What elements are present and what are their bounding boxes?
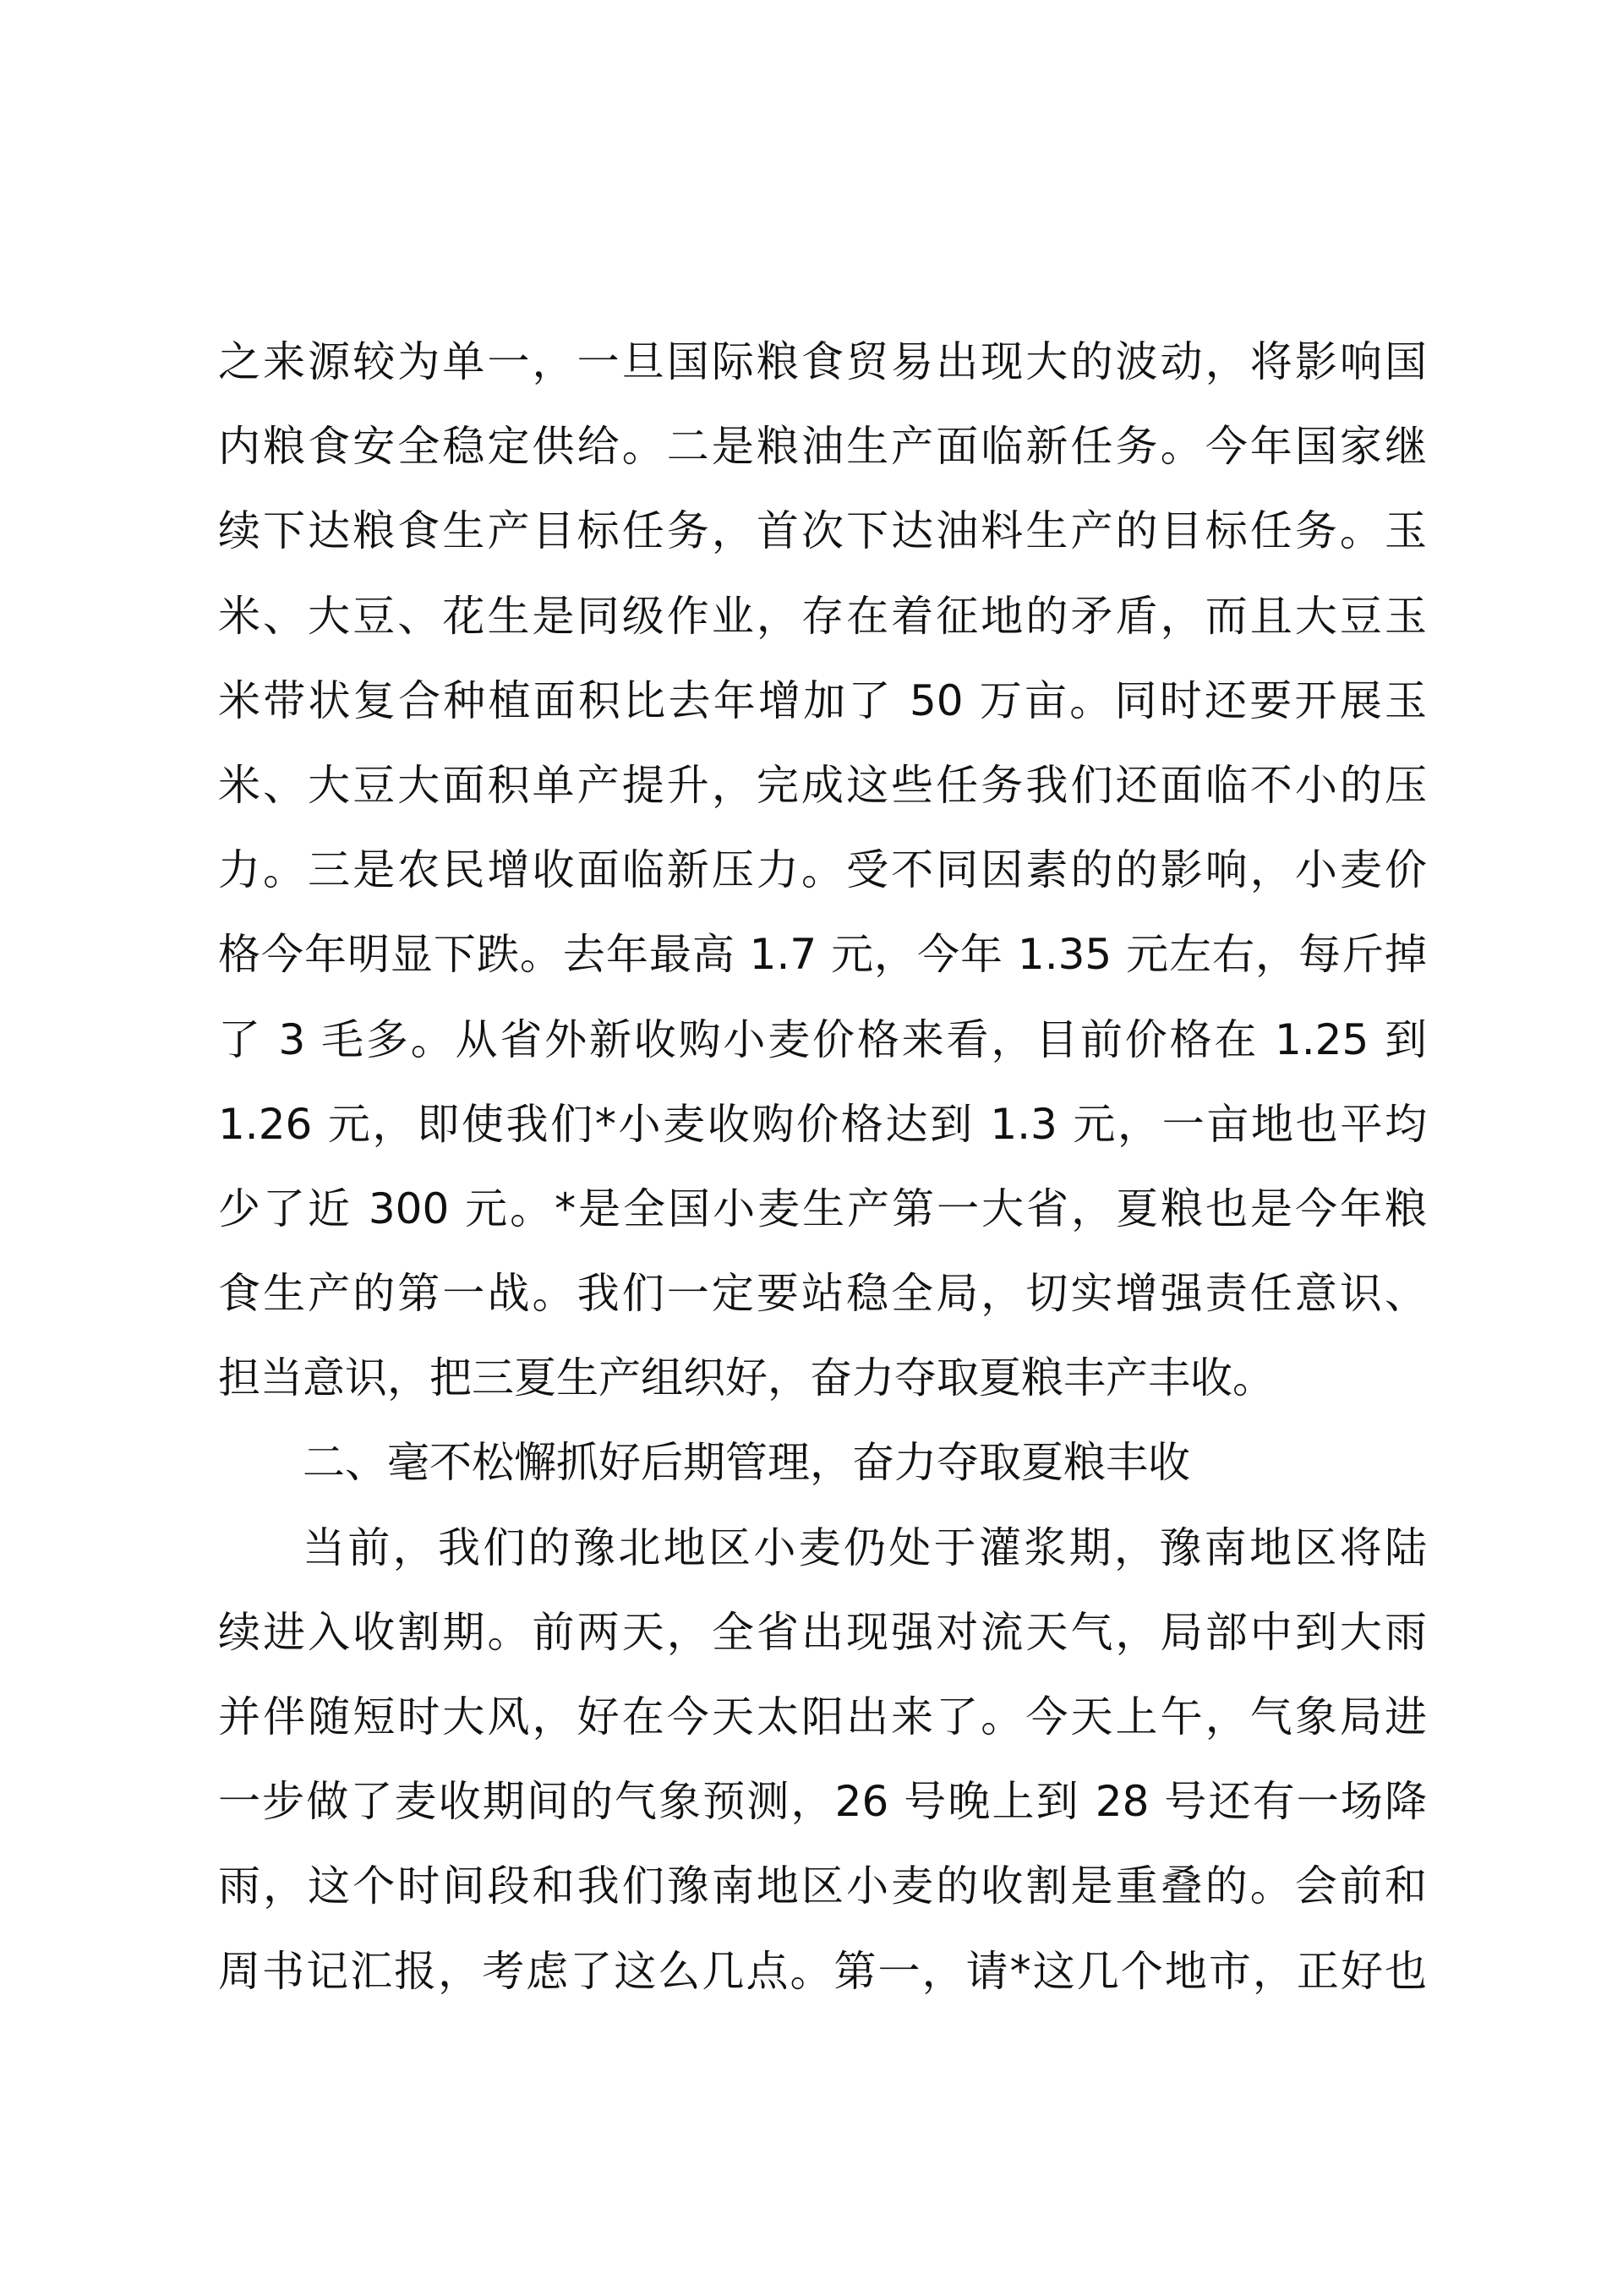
text-line-3: 续下达粮食生产目标任务，首次下达油料生产的目标任务。玉 xyxy=(218,506,1427,556)
text-line-13: 担当意识，把三夏生产组织好，奋力夺取夏粮丰产丰收。 xyxy=(218,1353,1275,1403)
text-line-19: 雨，这个时间段和我们豫南地区小麦的收割是重叠的。会前和 xyxy=(218,1861,1427,1911)
text-line-12: 食生产的第一战。我们一定要站稳全局，切实增强责任意识、 xyxy=(218,1269,1427,1319)
text-line-20: 周书记汇报，考虑了这么几点。第一，请*这几个地市，正好也 xyxy=(218,1946,1427,1996)
text-line-2: 内粮食安全稳定供给。二是粮油生产面临新任务。今年国家继 xyxy=(218,422,1427,472)
text-line-1: 之来源较为单一，一旦国际粮食贸易出现大的波动，将影响国 xyxy=(218,337,1427,386)
text-line-15: 当前，我们的豫北地区小麦仍处于灌浆期，豫南地区将陆 xyxy=(303,1522,1427,1572)
text-line-4: 米、大豆、花生是同级作业，存在着征地的矛盾，而且大豆玉 xyxy=(218,591,1427,641)
text-line-11: 少了近 300 元。*是全国小麦生产第一大省，夏粮也是今年粮 xyxy=(218,1184,1427,1233)
text-line-8: 格今年明显下跌。去年最高 1.7 元，今年 1.35 元左右，每斤掉 xyxy=(218,930,1427,980)
text-line-7: 力。三是农民增收面临新压力。受不同因素的的影响，小麦价 xyxy=(218,845,1427,895)
text-line-10: 1.26 元，即使我们*小麦收购价格达到 1.3 元，一亩地也平均 xyxy=(218,1099,1427,1149)
text-line-9: 了 3 毛多。从省外新收购小麦价格来看，目前价格在 1.25 到 xyxy=(218,1014,1427,1064)
text-line-16: 续进入收割期。前两天，全省出现强对流天气，局部中到大雨 xyxy=(218,1607,1427,1657)
text-line-5: 米带状复合种植面积比去年增加了 50 万亩。同时还要开展玉 xyxy=(218,675,1427,725)
text-line-17: 并伴随短时大风，好在今天太阳出来了。今天上午，气象局进 xyxy=(218,1692,1427,1741)
text-line-6: 米、大豆大面积单产提升，完成这些任务我们还面临不小的压 xyxy=(218,760,1427,810)
body-text xyxy=(218,320,1427,2014)
text-line-18: 一步做了麦收期间的气象预测，26 号晚上到 28 号还有一场降 xyxy=(218,1777,1427,1827)
section-heading: 二、毫不松懈抓好后期管理，奋力夺取夏粮丰收 xyxy=(303,1438,1190,1488)
